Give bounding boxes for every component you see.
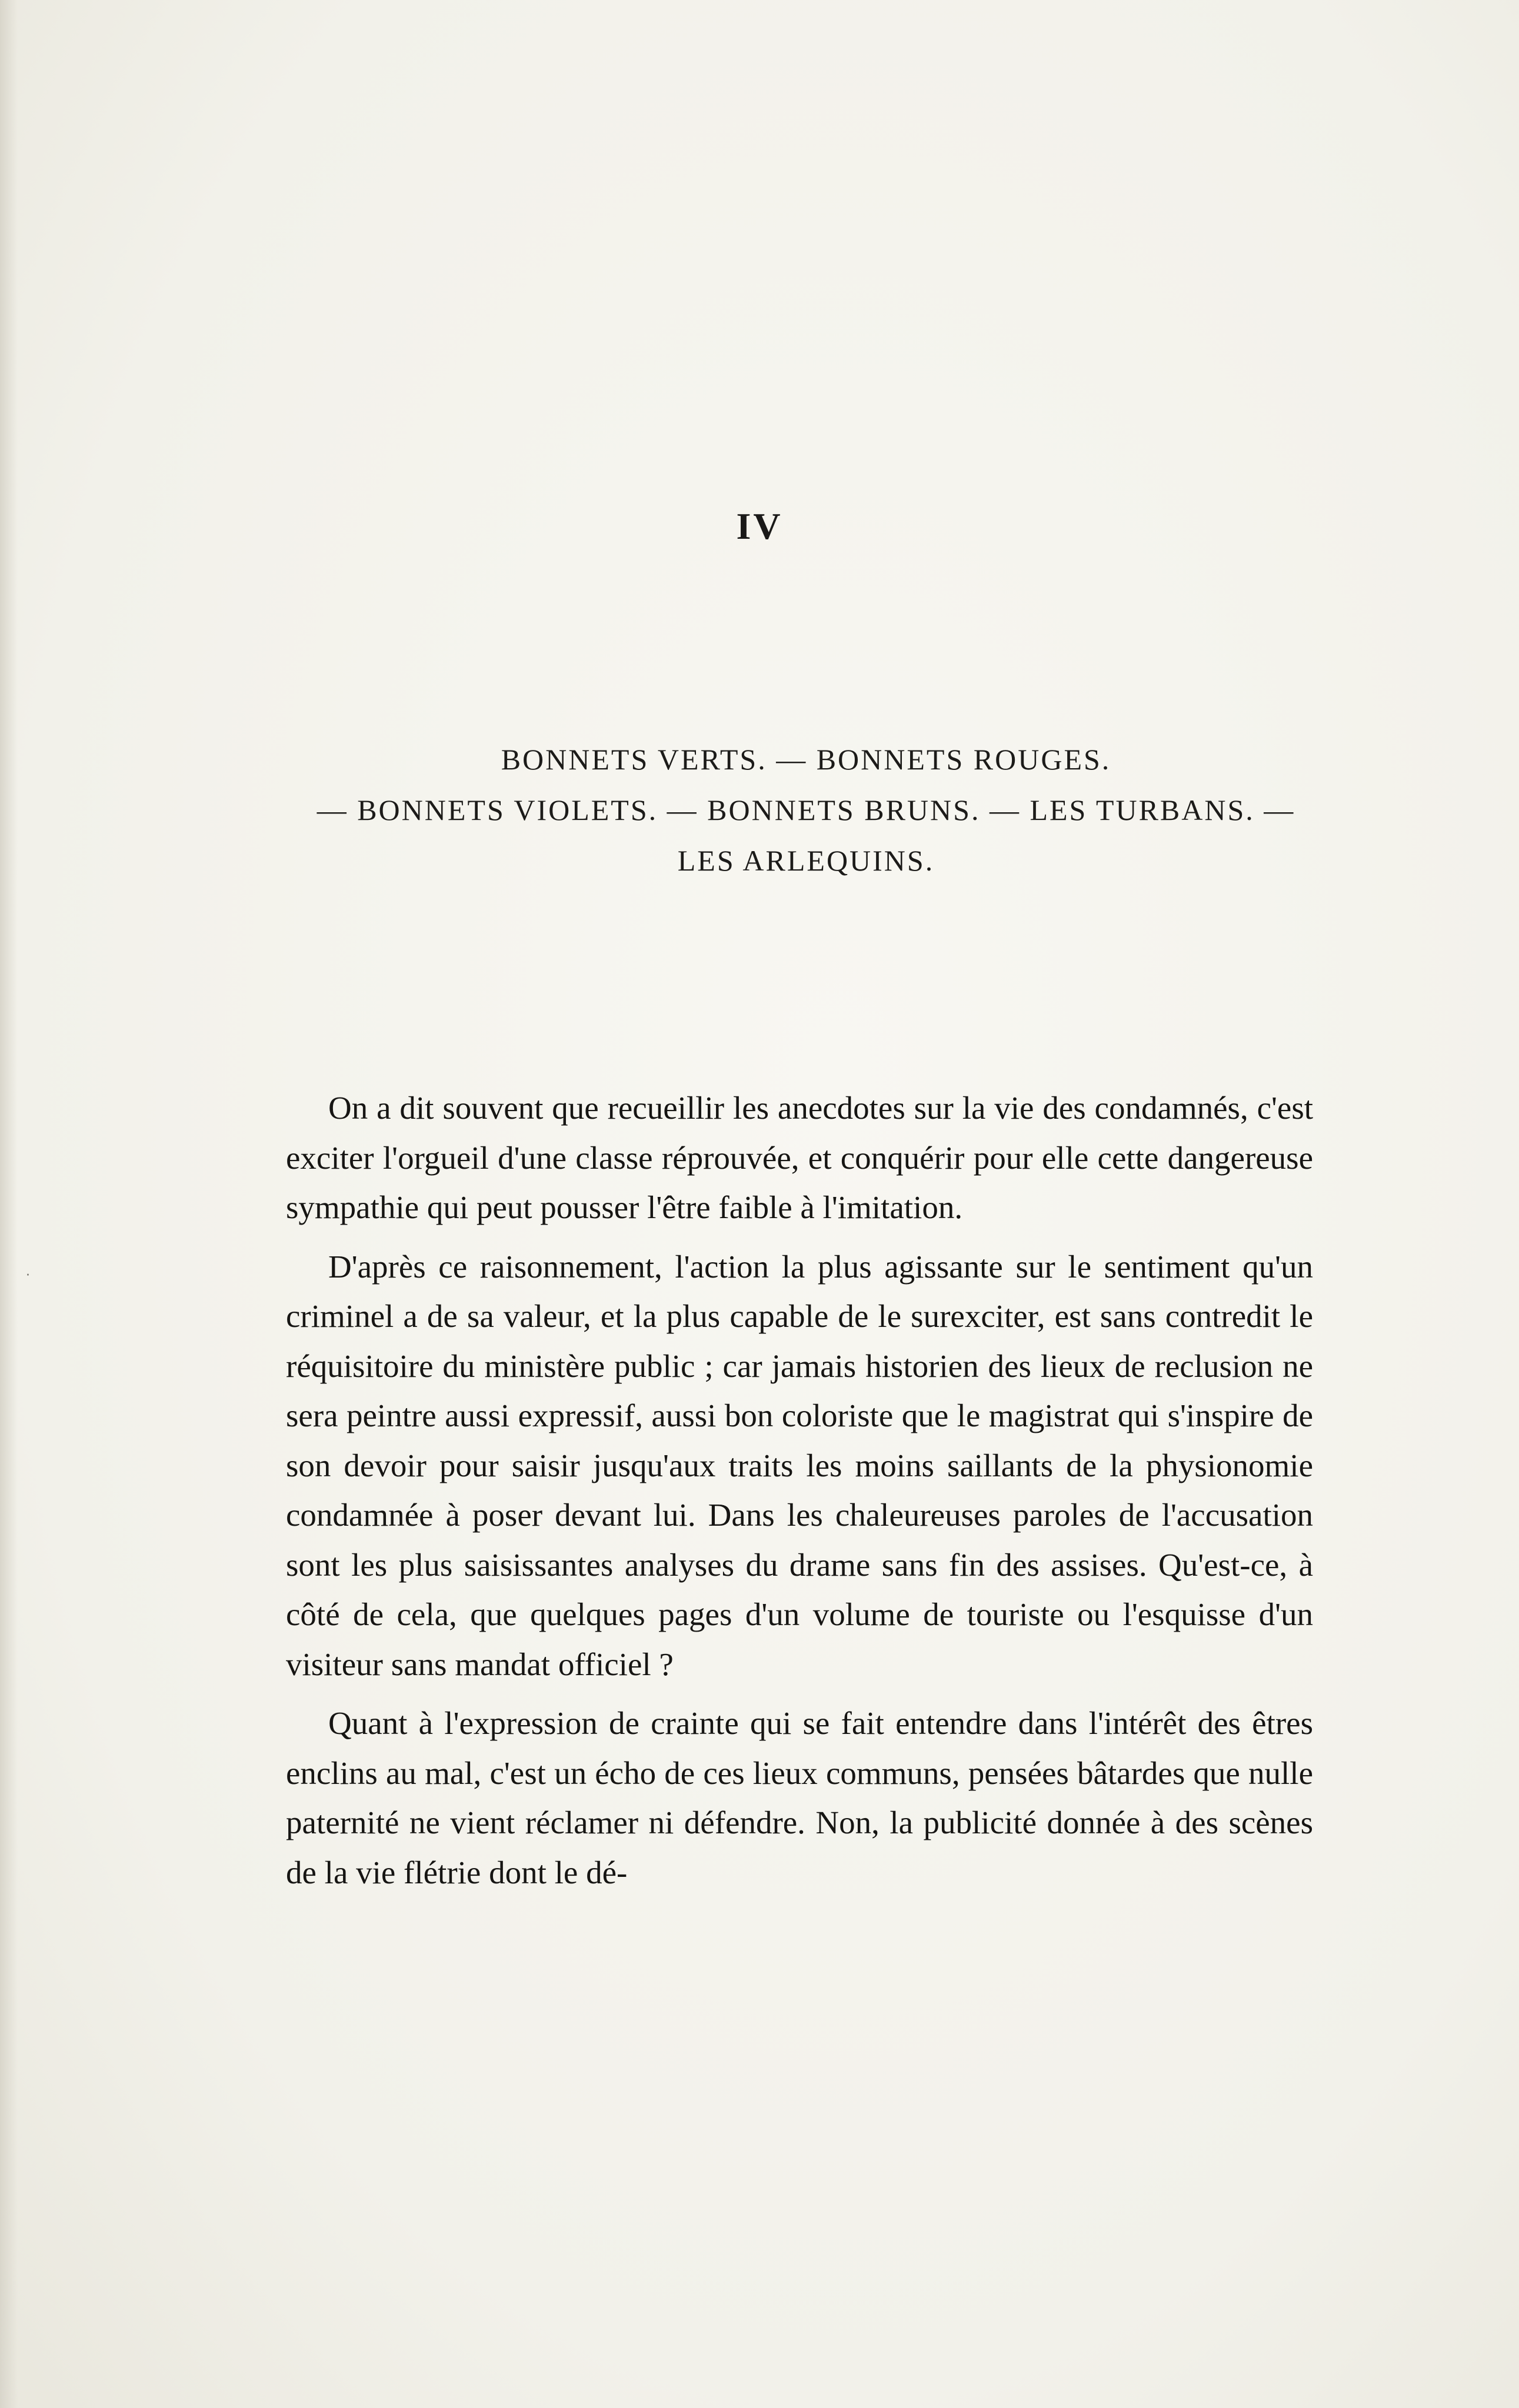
body-text	[286, 1083, 1313, 1907]
chapter-title-line-2: — BONNETS VIOLETS. — BONNETS BRUNS. — LES TURBANS. —	[317, 793, 1295, 826]
paragraph-1: On a dit souvent que recueillir les anecdotes sur la vie des condamnés, c'est exciter l'orgueil d'une classe réprouvée, et conquérir pour elle cette dangereuse sympathie qui peut pousser l'être faible à l'imitation.	[286, 1090, 1313, 1225]
chapter-title	[277, 734, 1335, 886]
chapter-title-line-3: LES ARLEQUINS.	[677, 844, 935, 877]
chapter-number: IV	[736, 505, 783, 547]
margin-speck: ·	[26, 1268, 30, 1283]
paragraph-2: D'après ce raisonnement, l'action la plus agissante sur le sentiment qu'un criminel a de sa valeur, et la plus capable de le surexciter, est sans contredit le réquisitoire du ministère public ; car jamais historien des lieux de reclusion ne sera peintre aussi expressif, aussi bon coloriste que le magistrat qui s'inspire de son devoir pour saisir jusqu'aux traits les moins saillants de la physionomie condamnée à poser devant lui. Dans les chaleureuses paroles de l'accusation sont les plus saisissantes analyses du drame sans fin des assises. Qu'est-ce, à côté de cela, que quelques pages d'un volume de touriste ou l'esquisse d'un visiteur sans mandat officiel ?	[286, 1248, 1313, 1682]
page-binding-shadow	[0, 0, 18, 2408]
paragraph-3: Quant à l'expression de crainte qui se fait entendre dans l'intérêt des êtres enclins au mal, c'est un écho de ces lieux communs, pensées bâtardes que nulle paternité ne vient réclamer ni défendre. Non, la publicité donnée à des scènes de la vie flétrie dont le dé-	[286, 1705, 1313, 1890]
chapter-title-line-1: BONNETS VERTS. — BONNETS ROUGES.	[501, 743, 1111, 776]
